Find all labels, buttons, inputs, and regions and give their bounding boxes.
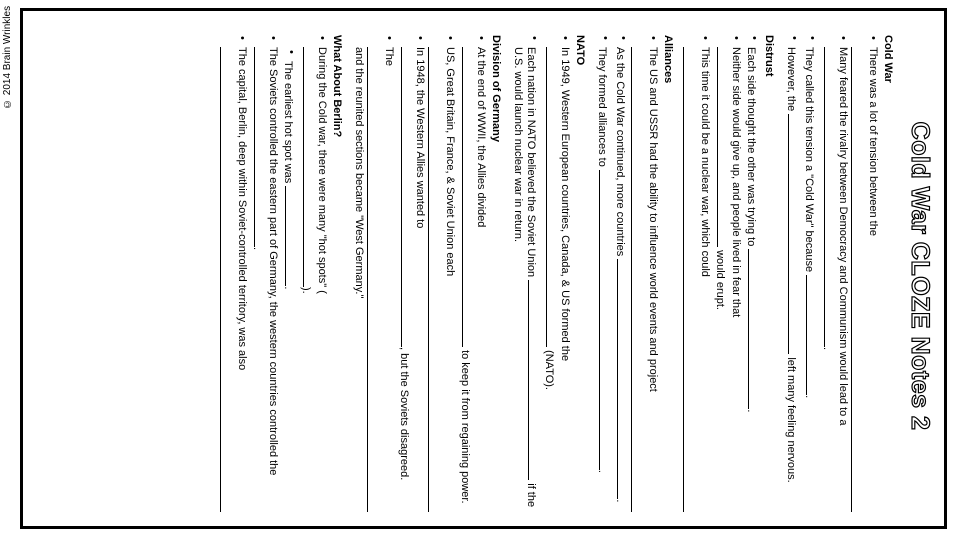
list-item [299, 47, 328, 512]
fill-in-blank[interactable] [303, 47, 315, 287]
note-text: The earliest hot spot was [282, 61, 294, 184]
list-item: • They called this tension a "Cold War" because . [802, 47, 818, 512]
list-item: • The earliest hot spot was . [281, 61, 297, 512]
list-item [542, 47, 571, 512]
fill-in-blank[interactable] [367, 47, 380, 512]
rotated-page [23, 11, 944, 526]
note-text: Each nation in NATO believed the Soviet Union [525, 47, 537, 278]
list-item [784, 47, 800, 512]
fill-in-blank[interactable] [528, 280, 540, 480]
list-item [683, 47, 711, 512]
note-text: In 1949, Western European countries, Canada, & US formed the [559, 47, 571, 362]
list-item [631, 47, 659, 512]
cold-war-list [784, 35, 879, 512]
list-item: • As the Cold War continued, more countries . [613, 47, 629, 512]
list-item [220, 47, 248, 512]
fill-in-blank[interactable] [806, 275, 818, 395]
note-text: In 1948, the Western Allies wanted to [414, 47, 426, 229]
section-heading-berlin: What About Berlin? [331, 35, 343, 138]
list-item [511, 47, 540, 512]
nato-list [511, 35, 571, 512]
fill-in-blank[interactable] [631, 47, 644, 512]
list-item [458, 47, 487, 512]
note-text: would erupt. [714, 250, 726, 310]
note-text: They called this tension a "Cold War" because [803, 47, 815, 273]
berlin-list [220, 35, 328, 512]
note-text: Many feared the rivalry between Democracy and Communism would lead to a [837, 47, 849, 426]
fill-in-blank[interactable] [401, 47, 413, 347]
alliances-list [595, 35, 659, 512]
list-item: • Many feared the rivalry between Democracy and Communism would lead to a . [820, 47, 849, 512]
list-item [397, 47, 426, 512]
fill-in-blank[interactable] [254, 47, 266, 247]
note-text: They formed alliances to [596, 47, 608, 167]
note-text: The US and USSR had the ability to influence world events and project [647, 47, 659, 392]
note-text: , but the Soviets disagreed. [398, 347, 410, 481]
section-heading-cold-war: Cold War [882, 35, 894, 83]
worksheet-frame [20, 8, 947, 529]
fill-in-blank[interactable] [683, 47, 696, 512]
note-text: During the Cold war, there were many "hot spots" ( [316, 47, 328, 294]
note-text: The capital, Berlin, deep within Soviet-controlled territory, was also [236, 47, 248, 371]
note-text: The [383, 47, 395, 66]
fill-in-blank[interactable] [599, 170, 611, 470]
fill-in-blank[interactable] [462, 47, 474, 347]
note-text: Neither side would give up, and people lived in fear that [730, 47, 742, 318]
section-heading-division-of-germany: Division of Germany [490, 35, 502, 142]
note-text: left many feeling nervous. [785, 357, 797, 483]
note-text: ). [300, 287, 312, 294]
distrust-list [683, 35, 760, 512]
list-item: • The Soviets controlled the eastern part of Germany, the western countries controlled the . [250, 47, 279, 512]
list-item [428, 47, 456, 512]
list-item [851, 47, 879, 512]
note-text: US, Great Britain, France, & Soviet Union each [444, 47, 456, 277]
note-text: This time it could be a nuclear war, which could [699, 47, 711, 277]
note-text: As the Cold War continued, more countries [614, 47, 626, 257]
list-item: • They formed alliances to . [595, 47, 611, 512]
note-text: However, the [785, 47, 797, 112]
note-text: The Soviets controlled the eastern part of Germany, the western countries controlled the [267, 47, 279, 476]
division-list [352, 35, 487, 512]
section-heading-nato: NATO [574, 35, 586, 66]
section-heading-distrust: Distrust [763, 35, 775, 77]
fill-in-blank[interactable] [788, 114, 800, 354]
list-item: • Each side thought the other was trying to . [744, 47, 760, 512]
note-text: if the U.S. would launch nuclear war in return. [512, 47, 537, 508]
section-heading-alliances: Alliances [662, 35, 674, 84]
note-text: At the end of WWII, the Allies divided [475, 47, 487, 228]
fill-in-blank[interactable] [851, 47, 864, 512]
fill-in-blank[interactable] [546, 47, 558, 347]
copyright-notice: © 2014 Brain Wrinkles [2, 6, 13, 110]
note-text: (NATO). [543, 350, 555, 390]
note-text: to keep it from regaining power. [459, 350, 471, 504]
note-text: and the reunited sections became "West Germany." [353, 47, 365, 299]
note-text: There was a lot of tension between the [867, 47, 879, 236]
fill-in-blank[interactable] [285, 186, 297, 286]
list-item [352, 47, 395, 512]
fill-in-blank[interactable] [428, 47, 441, 512]
fill-in-blank[interactable] [220, 47, 233, 512]
notes-content [218, 35, 894, 512]
fill-in-blank[interactable] [748, 249, 760, 409]
fill-in-blank[interactable] [617, 259, 629, 499]
note-text: Each side thought the other was trying to [745, 47, 757, 247]
page-title: Cold War CLOZE Notes 2 [906, 121, 934, 431]
fill-in-blank[interactable] [824, 47, 836, 347]
fill-in-blank[interactable] [717, 47, 729, 247]
list-item [713, 47, 742, 512]
